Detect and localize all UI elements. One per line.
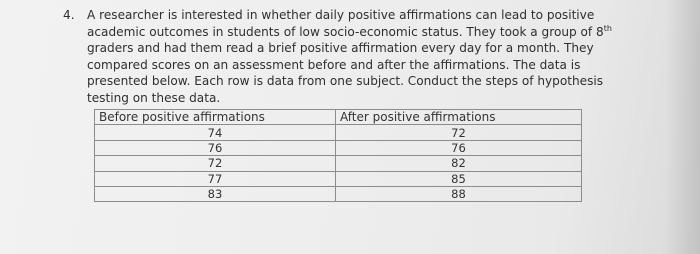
question-intro: A researcher is interested in whether daily positive affirmations can lead to positive academic outcomes in students of low socio-economic status. They took a group of 8 xyxy=(87,8,604,39)
question-rest: graders and had them read a brief positive affirmation every day for a month. They compared scores on an assessment before and after the affirmations. The data is presented below. Each row is data from one subject. Conduct the steps of hypothesis testing on these data. xyxy=(87,41,604,105)
before-score: 83 xyxy=(95,186,336,201)
table-row xyxy=(95,125,582,140)
question-text xyxy=(87,7,623,107)
data-table xyxy=(94,109,582,202)
table-row xyxy=(95,156,582,171)
table-header-row xyxy=(95,110,582,125)
before-score: 72 xyxy=(95,156,336,171)
question-number: 4. xyxy=(63,8,75,22)
table-row xyxy=(95,186,582,201)
table-row xyxy=(95,140,582,155)
after-score: 88 xyxy=(336,186,582,201)
header-after: After positive affirmations xyxy=(336,110,582,125)
before-score: 74 xyxy=(95,125,336,140)
question-4 xyxy=(63,7,623,107)
before-score: 76 xyxy=(95,140,336,155)
after-score: 85 xyxy=(336,171,582,186)
table-row xyxy=(95,171,582,186)
header-before: Before positive affirmations xyxy=(95,110,336,125)
before-score: 77 xyxy=(95,171,336,186)
after-score: 82 xyxy=(336,156,582,171)
after-score: 72 xyxy=(336,125,582,140)
after-score: 76 xyxy=(336,140,582,155)
page-edge-shadow xyxy=(666,0,700,254)
ordinal-superscript: th xyxy=(603,23,612,33)
